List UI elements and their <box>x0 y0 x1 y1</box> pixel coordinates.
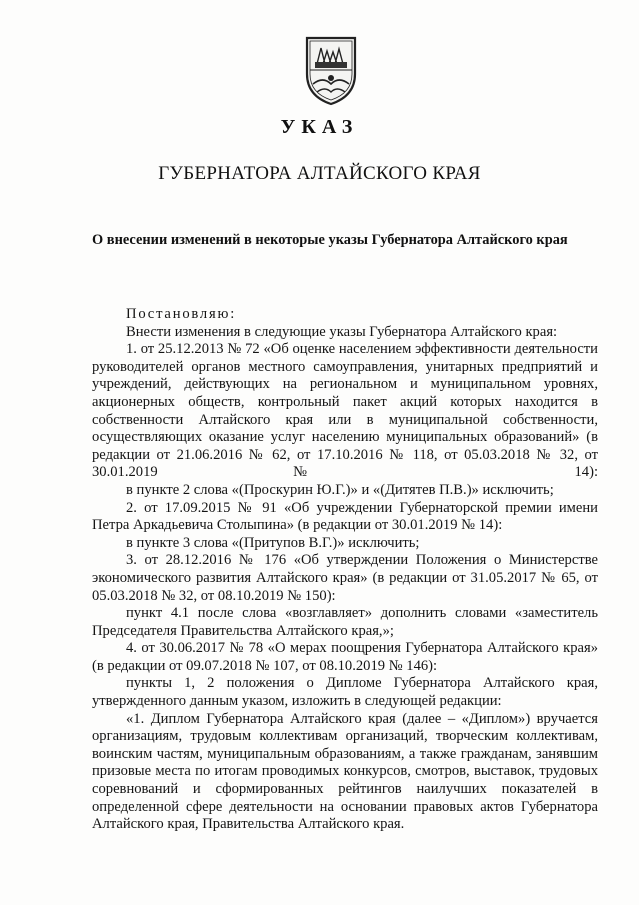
document-title: УКАЗ <box>280 116 359 138</box>
item-3-change: пункт 4.1 после слова «возглавляет» дополнить словами «заместитель Председателя Правительства Алтайского края,»; <box>92 605 598 639</box>
item-4-change: пункты 1, 2 положения о Дипломе Губернатора Алтайского края, утвержденного данным указом, изложить в следующей редакции: <box>92 675 598 710</box>
item-2-paragraph: 2. от 17.09.2015 № 91 «Об учреждении Губернаторской премии имени Петра Аркадьевича Столыпина» (в редакции от 30.01.2019 № 14): <box>92 499 598 534</box>
issuing-authority: ГУБЕРНАТОРА АЛТАЙСКОГО КРАЯ <box>158 163 481 184</box>
diploma-clause-1: «1. Диплом Губернатора Алтайского края (далее – «Диплом») вручается организациям, трудовым коллективам организаций, творческим коллективам, воинским частям, муниципальным образованиям, а также гражданам, занявшим призовые места по итогам проводимых конкурсов, смотров, выставок, трудовых соревнований и сформированных рейтингов наилучших показателей в определенной сфере деятельности на основании правовых актов Губернатора Алтайского края, Правительства Алтайского края. <box>92 710 598 833</box>
coat-of-arms-emblem <box>299 34 363 106</box>
item-4-paragraph: 4. от 30.06.2017 № 78 «О мерах поощрения Губернатора Алтайского края» (в редакции от 09.07.2018 № 107, от 08.10.2019 № 146): <box>92 640 598 674</box>
document-subject: О внесении изменений в некоторые указы Губернатора Алтайского края <box>92 232 568 248</box>
intro-paragraph: Внести изменения в следующие указы Губернатора Алтайского края: <box>126 323 558 340</box>
item-3-paragraph: 3. от 28.12.2016 № 176 «Об утверждении Положения о Министерстве экономического развития Алтайского края» (в редакции от 31.05.2017 № 65, от 05.03.2018 № 32, от 08.10.2019 № 150): <box>92 552 598 604</box>
item-2-change: в пункте 3 слова «(Притупов В.Г.)» исключить; <box>126 534 420 551</box>
document-body <box>92 306 598 834</box>
opening-word: Постановляю: <box>126 306 237 322</box>
item-1-change: в пункте 2 слова «(Проскурин Ю.Г.)» и «(Дитятев П.В.)» исключить; <box>126 481 554 498</box>
item-1-paragraph: 1. от 25.12.2013 № 72 «Об оценке населением эффективности деятельности руководителей органов местного самоуправления, унитарных предприятий и учреждений, действующих на региональном и муниципальном уровнях, акционерных обществ, контрольный пакет акций которых находится в собственности Алтайского края или в муниципальной собственности, осуществляющих оказание услуг населению муниципальных образований» (в редакции от 21.06.2016 № 62, от 17.10.2016 № 118, от 05.03.2018 № 32, от 30.01.2019 № 14): <box>92 341 598 481</box>
